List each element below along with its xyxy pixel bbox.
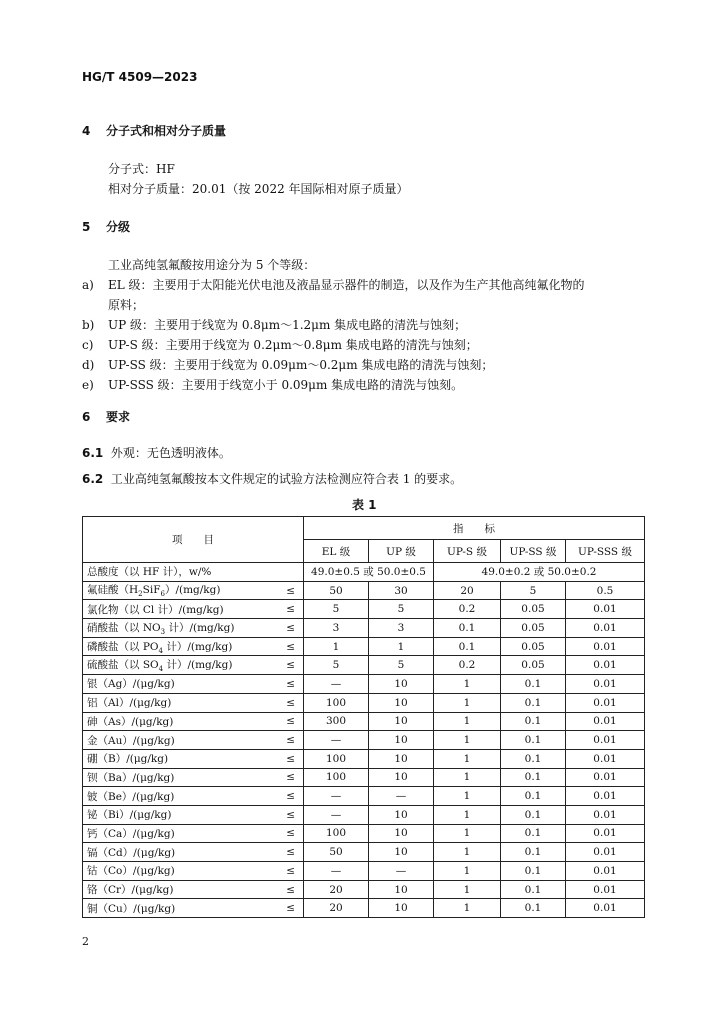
le-symbol: ≤ xyxy=(261,749,304,768)
value-cell: 30 xyxy=(369,581,434,600)
table-row xyxy=(83,843,645,862)
section-title: 要求 xyxy=(106,410,131,424)
value-cell: 1 xyxy=(434,805,501,824)
standard-number: HG/T 4509—2023 xyxy=(82,70,198,84)
value-cell: 0.1 xyxy=(501,899,566,918)
label-text: 氟硅酸（H xyxy=(87,584,139,597)
le-symbol: ≤ xyxy=(261,600,304,619)
value-cell: 0.01 xyxy=(566,637,645,656)
le-symbol: ≤ xyxy=(261,880,304,899)
section-number: 6 xyxy=(82,410,91,424)
section-5-heading xyxy=(82,218,130,235)
value-cell: 50 xyxy=(304,581,369,600)
label-text: ）/(mg/kg) xyxy=(164,584,221,597)
item-text: UP-SSS 级：主要用于线宽小于 0.09μm 集成电路的清洗与蚀刻。 xyxy=(108,378,464,392)
item-marker: d) xyxy=(82,358,95,372)
table-row xyxy=(83,899,645,918)
value-cell: 0.01 xyxy=(566,712,645,731)
label-text: 计）/(mg/kg) xyxy=(162,640,233,653)
value-cell: 0.01 xyxy=(566,619,645,638)
value-cell: — xyxy=(304,805,369,824)
value-cell: 10 xyxy=(369,843,434,862)
subscript: 3 xyxy=(160,627,166,636)
grade-header: EL 级 xyxy=(304,540,369,563)
row-label xyxy=(83,768,262,787)
clause-6-1 xyxy=(82,444,231,461)
value-cell: — xyxy=(304,787,369,806)
value-cell: — xyxy=(304,862,369,881)
value-cell: 10 xyxy=(369,768,434,787)
grade-item-cont: 原料； xyxy=(108,298,145,312)
value-cell: 1 xyxy=(434,731,501,750)
value-cell: 0.1 xyxy=(501,824,566,843)
value-cell: 5 xyxy=(304,600,369,619)
value-cell: 10 xyxy=(369,805,434,824)
row-label xyxy=(83,749,262,768)
value-cell: 0.01 xyxy=(566,824,645,843)
value-cell: 10 xyxy=(369,712,434,731)
table-caption: 表 1 xyxy=(352,498,377,512)
label-text: 铍（Be）/(μg/kg) xyxy=(87,790,175,803)
value-cell: 10 xyxy=(369,675,434,694)
table-row xyxy=(83,581,645,600)
value-cell: 100 xyxy=(304,749,369,768)
row-label xyxy=(83,675,262,694)
value-cell: 1 xyxy=(434,712,501,731)
le-symbol: ≤ xyxy=(261,712,304,731)
row-label xyxy=(83,656,262,675)
row-label xyxy=(83,787,262,806)
value-cell: 0.01 xyxy=(566,843,645,862)
label-text: 氯化物（以 Cl 计）/(mg/kg) xyxy=(87,603,224,616)
row-label: 总酸度（以 HF 计），w/% xyxy=(83,563,304,582)
value-cell: 0.1 xyxy=(501,862,566,881)
value-cell: 0.01 xyxy=(566,656,645,675)
value-cell: 0.1 xyxy=(501,712,566,731)
row-label xyxy=(83,862,262,881)
value-cell: — xyxy=(304,675,369,694)
le-symbol: ≤ xyxy=(261,656,304,675)
value-cell: 0.1 xyxy=(501,749,566,768)
le-symbol: ≤ xyxy=(261,824,304,843)
label-text: 砷（As）/(μg/kg) xyxy=(87,715,174,728)
le-symbol: ≤ xyxy=(261,899,304,918)
label-text: 铬（Cr）/(μg/kg) xyxy=(87,884,174,897)
clause-text: 工业高纯氢氟酸按本文件规定的试验方法检测应符合表 1 的要求。 xyxy=(110,472,463,486)
row-label xyxy=(83,731,262,750)
label-text: 金（Au）/(μg/kg) xyxy=(87,734,175,747)
value-cell: 50 xyxy=(304,843,369,862)
section-number: 4 xyxy=(82,124,91,138)
acidity-s-ss-sss: 49.0±0.2 或 50.0±0.2 xyxy=(434,563,645,582)
value-cell: — xyxy=(369,787,434,806)
value-cell: 5 xyxy=(304,656,369,675)
le-symbol: ≤ xyxy=(261,693,304,712)
value-cell: 0.1 xyxy=(501,693,566,712)
label-text: 铜（Cu）/(μg/kg) xyxy=(87,902,176,915)
value-cell: — xyxy=(369,862,434,881)
row-label xyxy=(83,619,262,638)
value-cell: 20 xyxy=(304,880,369,899)
grade-header: UP-SS 级 xyxy=(501,540,566,563)
value-cell: 10 xyxy=(369,693,434,712)
label-text: 钴（Co）/(μg/kg) xyxy=(87,865,175,878)
value-cell: 0.2 xyxy=(434,600,501,619)
value-cell: 1 xyxy=(434,824,501,843)
value-cell: 0.05 xyxy=(501,619,566,638)
grade-item xyxy=(82,276,585,293)
le-symbol: ≤ xyxy=(261,731,304,750)
le-symbol: ≤ xyxy=(261,675,304,694)
item-marker: b) xyxy=(82,318,95,332)
value-cell: 5 xyxy=(369,600,434,619)
value-cell: 5 xyxy=(501,581,566,600)
value-cell: 10 xyxy=(369,880,434,899)
value-cell: 0.01 xyxy=(566,731,645,750)
value-cell: 0.1 xyxy=(501,880,566,899)
le-symbol: ≤ xyxy=(261,619,304,638)
value-cell: 0.1 xyxy=(501,731,566,750)
label-text: 铋（Bi）/(μg/kg) xyxy=(87,809,172,822)
row-label xyxy=(83,880,262,899)
value-cell: 0.1 xyxy=(434,637,501,656)
row-label xyxy=(83,805,262,824)
table-row xyxy=(83,731,645,750)
item-marker: e) xyxy=(82,378,94,392)
value-cell: 0.01 xyxy=(566,600,645,619)
value-cell: 0.1 xyxy=(501,768,566,787)
table-row xyxy=(83,862,645,881)
value-cell: 0.2 xyxy=(434,656,501,675)
acidity-el-up: 49.0±0.5 或 50.0±0.5 xyxy=(304,563,434,582)
item-header: 项 目 xyxy=(83,517,304,563)
item-marker: a) xyxy=(82,278,94,292)
value-cell: 1 xyxy=(434,768,501,787)
grade-header: UP 级 xyxy=(369,540,434,563)
section-number: 5 xyxy=(82,220,91,234)
le-symbol: ≤ xyxy=(261,787,304,806)
value-cell: 0.1 xyxy=(501,805,566,824)
label-text: 镉（Cd）/(μg/kg) xyxy=(87,846,176,859)
label-text: 计）/(mg/kg) xyxy=(165,621,235,634)
requirements-table xyxy=(82,516,645,918)
value-cell: 0.01 xyxy=(566,899,645,918)
item-text: UP-S 级：主要用于线宽为 0.2μm～0.8μm 集成电路的清洗与蚀刻； xyxy=(108,338,478,352)
formula-line: 分子式：HF xyxy=(108,162,175,176)
row-label xyxy=(83,712,262,731)
table-row xyxy=(83,712,645,731)
value-cell: 0.01 xyxy=(566,880,645,899)
value-cell: 0.1 xyxy=(501,675,566,694)
value-cell: 0.01 xyxy=(566,787,645,806)
value-cell: 20 xyxy=(434,581,501,600)
value-cell: 100 xyxy=(304,824,369,843)
clause-text: 外观：无色透明液体。 xyxy=(110,446,231,460)
clause-number: 6.2 xyxy=(82,472,104,486)
value-cell: 10 xyxy=(369,749,434,768)
table-row xyxy=(83,749,645,768)
table-row xyxy=(83,805,645,824)
label-text: 硼（B）/(μg/kg) xyxy=(87,753,169,766)
grade-item xyxy=(82,316,466,333)
label-text: 铝（Al）/(μg/kg) xyxy=(87,697,172,710)
value-cell: 1 xyxy=(434,899,501,918)
value-cell: 10 xyxy=(369,824,434,843)
subscript: 2 xyxy=(138,590,143,599)
table-row xyxy=(83,656,645,675)
table-row xyxy=(83,787,645,806)
table-row xyxy=(83,563,645,582)
row-label xyxy=(83,600,262,619)
le-symbol: ≤ xyxy=(261,862,304,881)
label-text: 磷酸盐（以 PO xyxy=(87,640,159,653)
value-cell: 100 xyxy=(304,693,369,712)
label-text: 计）/(mg/kg) xyxy=(163,659,233,672)
subscript: 6 xyxy=(160,590,165,599)
value-cell: 0.05 xyxy=(501,600,566,619)
grade-intro: 工业高纯氢氟酸按用途分为 5 个等级： xyxy=(108,258,316,272)
value-cell: 3 xyxy=(304,619,369,638)
value-cell: 1 xyxy=(434,843,501,862)
grade-header: UP-S 级 xyxy=(434,540,501,563)
value-cell: 100 xyxy=(304,768,369,787)
value-cell: 1 xyxy=(434,675,501,694)
row-label xyxy=(83,693,262,712)
value-cell: 1 xyxy=(434,749,501,768)
subscript: 4 xyxy=(158,646,163,655)
value-cell: 1 xyxy=(434,862,501,881)
value-cell: 0.01 xyxy=(566,862,645,881)
table-row xyxy=(83,675,645,694)
le-symbol: ≤ xyxy=(261,843,304,862)
row-label xyxy=(83,581,262,600)
value-cell: 1 xyxy=(304,637,369,656)
index-header: 指 标 xyxy=(304,517,645,540)
label-text: 硝酸盐（以 NO xyxy=(87,621,161,634)
value-cell: 0.5 xyxy=(566,581,645,600)
value-cell: 5 xyxy=(369,656,434,675)
value-cell: 0.1 xyxy=(434,619,501,638)
clause-number: 6.1 xyxy=(82,446,104,460)
value-cell: 10 xyxy=(369,731,434,750)
table-row xyxy=(83,768,645,787)
grade-item xyxy=(82,336,478,353)
value-cell: 20 xyxy=(304,899,369,918)
label-text: 银（Ag）/(μg/kg) xyxy=(87,678,175,691)
clause-6-2 xyxy=(82,470,462,487)
row-label xyxy=(83,637,262,656)
section-title: 分子式和相对分子质量 xyxy=(106,124,227,138)
value-cell: 1 xyxy=(434,787,501,806)
value-cell: 0.01 xyxy=(566,693,645,712)
grade-item xyxy=(82,376,463,393)
label-text: 硫酸盐（以 SO xyxy=(87,659,159,672)
value-cell: 0.1 xyxy=(501,787,566,806)
subscript: 4 xyxy=(158,665,164,674)
value-cell: 0.01 xyxy=(566,749,645,768)
le-symbol: ≤ xyxy=(261,581,304,600)
section-6-heading xyxy=(82,408,130,425)
item-marker: c) xyxy=(82,338,94,352)
value-cell: 0.01 xyxy=(566,768,645,787)
value-cell: — xyxy=(304,731,369,750)
label-text: SiF xyxy=(142,584,161,597)
section-4-heading xyxy=(82,122,226,139)
grade-header: UP-SSS 级 xyxy=(566,540,645,563)
value-cell: 3 xyxy=(369,619,434,638)
item-text: UP-SS 级：主要用于线宽为 0.09μm～0.2μm 集成电路的清洗与蚀刻； xyxy=(108,358,494,372)
table-row xyxy=(83,600,645,619)
value-cell: 1 xyxy=(434,693,501,712)
value-cell: 10 xyxy=(369,899,434,918)
le-symbol: ≤ xyxy=(261,768,304,787)
value-cell: 1 xyxy=(434,880,501,899)
le-symbol: ≤ xyxy=(261,637,304,656)
table-row xyxy=(83,619,645,638)
item-text: UP 级：主要用于线宽为 0.8μm～1.2μm 集成电路的清洗与蚀刻； xyxy=(108,318,467,332)
value-cell: 0.05 xyxy=(501,637,566,656)
value-cell: 300 xyxy=(304,712,369,731)
row-label xyxy=(83,824,262,843)
le-symbol: ≤ xyxy=(261,805,304,824)
table-row xyxy=(83,693,645,712)
item-text: EL 级：主要用于太阳能光伏电池及液晶显示器件的制造，以及作为生产其他高纯氟化物的 xyxy=(108,278,585,292)
label-text: 钡（Ba）/(μg/kg) xyxy=(87,771,175,784)
value-cell: 0.01 xyxy=(566,805,645,824)
value-cell: 0.05 xyxy=(501,656,566,675)
table-row xyxy=(83,824,645,843)
grade-item xyxy=(82,356,493,373)
page-number: 2 xyxy=(82,935,89,948)
table-row xyxy=(83,637,645,656)
table-row xyxy=(83,880,645,899)
row-label xyxy=(83,899,262,918)
section-title: 分级 xyxy=(106,220,131,234)
value-cell: 1 xyxy=(369,637,434,656)
value-cell: 0.1 xyxy=(501,843,566,862)
mass-line: 相对分子质量：20.01（按 2022 年国际相对原子质量） xyxy=(108,182,409,196)
row-label xyxy=(83,843,262,862)
label-text: 钙（Ca）/(μg/kg) xyxy=(87,827,175,840)
value-cell: 0.01 xyxy=(566,675,645,694)
